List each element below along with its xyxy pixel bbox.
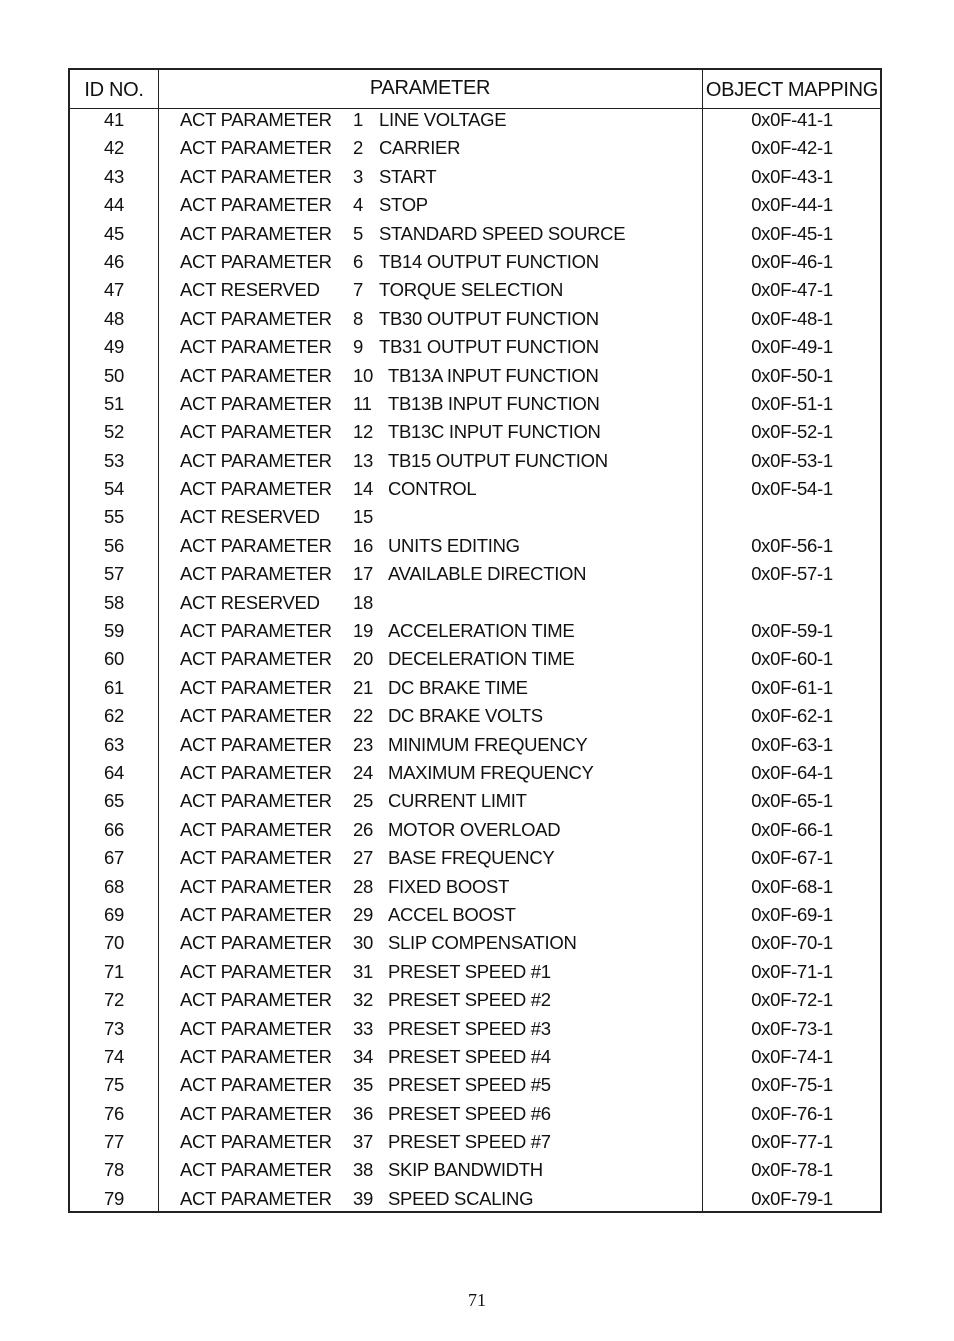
cell-type: ACT PARAMETER <box>180 1017 332 1039</box>
cell-object-mapping: 0x0F-47-1 <box>751 279 833 301</box>
cell-param-number: 14 <box>353 478 373 500</box>
cell-param-name: SKIP BANDWIDTH <box>388 1159 543 1181</box>
cell-param-number: 38 <box>353 1159 373 1181</box>
cell-param-number: 23 <box>353 733 373 755</box>
cell-type: ACT PARAMETER <box>180 733 332 755</box>
cell-object-mapping: 0x0F-44-1 <box>751 194 833 216</box>
cell-id: 47 <box>104 279 124 301</box>
cell-param-name: STOP <box>379 194 428 216</box>
cell-id: 55 <box>104 506 124 528</box>
cell-param-name: CURRENT LIMIT <box>388 790 527 812</box>
cell-object-mapping: 0x0F-53-1 <box>751 449 833 471</box>
cell-param-number: 1 <box>353 109 363 130</box>
cell-id: 66 <box>104 818 124 840</box>
cell-id: 48 <box>104 307 124 329</box>
cell-type: ACT PARAMETER <box>180 648 332 670</box>
cell-id: 71 <box>104 960 124 982</box>
cell-object-mapping: 0x0F-72-1 <box>751 989 833 1011</box>
cell-type: ACT PARAMETER <box>180 790 332 812</box>
table-row <box>70 703 880 731</box>
table-row <box>70 391 880 419</box>
cell-object-mapping: 0x0F-62-1 <box>751 705 833 727</box>
cell-param-name: TORQUE SELECTION <box>379 279 564 301</box>
cell-param-number: 30 <box>353 932 373 954</box>
cell-type: ACT RESERVED <box>180 506 320 528</box>
cell-type: ACT PARAMETER <box>180 109 332 130</box>
table-row <box>70 930 880 958</box>
cell-object-mapping: 0x0F-50-1 <box>751 364 833 386</box>
table-row <box>70 249 880 277</box>
cell-id: 68 <box>104 875 124 897</box>
cell-id: 67 <box>104 847 124 869</box>
cell-param-number: 19 <box>353 620 373 642</box>
cell-object-mapping: 0x0F-51-1 <box>751 392 833 414</box>
cell-type: ACT PARAMETER <box>180 165 332 187</box>
cell-id: 52 <box>104 421 124 443</box>
cell-param-name: PRESET SPEED #5 <box>388 1074 551 1096</box>
cell-param-name: START <box>379 165 437 187</box>
cell-object-mapping: 0x0F-77-1 <box>751 1131 833 1153</box>
cell-id: 44 <box>104 194 124 216</box>
cell-object-mapping: 0x0F-67-1 <box>751 847 833 869</box>
table-row <box>70 135 880 163</box>
cell-param-name: PRESET SPEED #2 <box>388 989 551 1011</box>
cell-type: ACT PARAMETER <box>180 989 332 1011</box>
table-row <box>70 533 880 561</box>
cell-param-number: 10 <box>353 364 373 386</box>
cell-param-number: 11 <box>353 392 372 414</box>
cell-type: ACT PARAMETER <box>180 137 332 159</box>
cell-param-number: 39 <box>353 1187 373 1209</box>
cell-param-name: MINIMUM FREQUENCY <box>388 733 588 755</box>
cell-param-name: ACCELERATION TIME <box>388 620 575 642</box>
cell-id: 64 <box>104 761 124 783</box>
cell-id: 56 <box>104 534 124 556</box>
cell-object-mapping: 0x0F-46-1 <box>751 250 833 272</box>
cell-param-number: 8 <box>353 307 363 329</box>
cell-type: ACT PARAMETER <box>180 1131 332 1153</box>
table-body <box>70 107 880 1214</box>
cell-type: ACT PARAMETER <box>180 364 332 386</box>
cell-object-mapping: 0x0F-61-1 <box>751 676 833 698</box>
cell-param-number: 25 <box>353 790 373 812</box>
cell-id: 41 <box>104 109 124 130</box>
cell-param-name: MAXIMUM FREQUENCY <box>388 761 594 783</box>
table-row <box>70 1016 880 1044</box>
cell-param-name: TB13C INPUT FUNCTION <box>388 421 601 443</box>
cell-object-mapping: 0x0F-42-1 <box>751 137 833 159</box>
cell-param-name: MOTOR OVERLOAD <box>388 818 561 840</box>
cell-id: 76 <box>104 1102 124 1124</box>
cell-param-name: CARRIER <box>379 137 461 159</box>
cell-type: ACT PARAMETER <box>180 534 332 556</box>
cell-id: 49 <box>104 336 124 358</box>
cell-param-name: SPEED SCALING <box>388 1187 534 1209</box>
cell-param-number: 36 <box>353 1102 373 1124</box>
cell-param-number: 21 <box>353 676 373 698</box>
table-row <box>70 192 880 220</box>
cell-param-name: PRESET SPEED #7 <box>388 1131 551 1153</box>
cell-param-number: 7 <box>353 279 363 301</box>
cell-param-number: 28 <box>353 875 373 897</box>
cell-id: 79 <box>104 1187 124 1209</box>
table-row <box>70 164 880 192</box>
cell-param-number: 5 <box>353 222 363 244</box>
cell-object-mapping: 0x0F-45-1 <box>751 222 833 244</box>
table-row <box>70 221 880 249</box>
table-row <box>70 1101 880 1129</box>
cell-object-mapping: 0x0F-64-1 <box>751 761 833 783</box>
cell-type: ACT PARAMETER <box>180 903 332 925</box>
cell-id: 78 <box>104 1159 124 1181</box>
cell-param-name: DECELERATION TIME <box>388 648 575 670</box>
cell-object-mapping: 0x0F-79-1 <box>751 1187 833 1209</box>
cell-param-name: TB13A INPUT FUNCTION <box>388 364 599 386</box>
cell-id: 51 <box>104 392 124 414</box>
cell-param-number: 17 <box>353 563 373 585</box>
cell-object-mapping: 0x0F-59-1 <box>751 620 833 642</box>
cell-object-mapping: 0x0F-65-1 <box>751 790 833 812</box>
cell-type: ACT PARAMETER <box>180 194 332 216</box>
table-row <box>70 845 880 873</box>
table-row <box>70 334 880 362</box>
cell-id: 50 <box>104 364 124 386</box>
cell-param-number: 9 <box>353 336 363 358</box>
cell-param-number: 26 <box>353 818 373 840</box>
cell-param-name: PRESET SPEED #3 <box>388 1017 551 1039</box>
cell-param-name: LINE VOLTAGE <box>379 109 507 130</box>
cell-object-mapping: 0x0F-52-1 <box>751 421 833 443</box>
cell-param-name: TB15 OUTPUT FUNCTION <box>388 449 608 471</box>
table-row <box>70 788 880 816</box>
header-parameter: PARAMETER <box>369 77 491 99</box>
cell-object-mapping: 0x0F-70-1 <box>751 932 833 954</box>
table-row <box>70 618 880 646</box>
cell-param-number: 32 <box>353 989 373 1011</box>
cell-type: ACT PARAMETER <box>180 478 332 500</box>
cell-param-number: 18 <box>353 591 373 613</box>
cell-type: ACT PARAMETER <box>180 960 332 982</box>
table-row <box>70 874 880 902</box>
cell-param-name: AVAILABLE DIRECTION <box>388 563 587 585</box>
header-id-no: ID NO. <box>84 79 144 101</box>
cell-param-number: 16 <box>353 534 373 556</box>
table-row <box>70 760 880 788</box>
cell-id: 63 <box>104 733 124 755</box>
cell-object-mapping: 0x0F-76-1 <box>751 1102 833 1124</box>
table-header <box>70 70 880 109</box>
cell-object-mapping: 0x0F-57-1 <box>751 563 833 585</box>
table-row <box>70 987 880 1015</box>
cell-object-mapping: 0x0F-41-1 <box>751 109 833 130</box>
table-row <box>70 107 880 135</box>
cell-type: ACT PARAMETER <box>180 392 332 414</box>
cell-type: ACT PARAMETER <box>180 847 332 869</box>
cell-param-name: TB13B INPUT FUNCTION <box>388 392 600 414</box>
cell-param-name: UNITS EDITING <box>388 534 520 556</box>
cell-param-number: 29 <box>353 903 373 925</box>
cell-id: 69 <box>104 903 124 925</box>
cell-id: 43 <box>104 165 124 187</box>
table-row <box>70 561 880 589</box>
table-row <box>70 1186 880 1214</box>
cell-id: 46 <box>104 250 124 272</box>
cell-id: 61 <box>104 676 124 698</box>
cell-param-name: DC BRAKE TIME <box>388 676 528 698</box>
cell-param-number: 37 <box>353 1131 373 1153</box>
cell-type: ACT PARAMETER <box>180 620 332 642</box>
table-row <box>70 1129 880 1157</box>
header-object-mapping: OBJECT MAPPING <box>705 79 879 101</box>
cell-object-mapping: 0x0F-74-1 <box>751 1045 833 1067</box>
cell-type: ACT PARAMETER <box>180 336 332 358</box>
cell-object-mapping: 0x0F-56-1 <box>751 534 833 556</box>
cell-type: ACT PARAMETER <box>180 875 332 897</box>
cell-param-number: 27 <box>353 847 373 869</box>
cell-type: ACT PARAMETER <box>180 761 332 783</box>
table-row <box>70 902 880 930</box>
cell-param-name: STANDARD SPEED SOURCE <box>379 222 626 244</box>
cell-param-name: TB31 OUTPUT FUNCTION <box>379 336 599 358</box>
cell-id: 53 <box>104 449 124 471</box>
cell-param-number: 35 <box>353 1074 373 1096</box>
cell-param-name: FIXED BOOST <box>388 875 510 897</box>
cell-type: ACT RESERVED <box>180 591 320 613</box>
cell-param-name: BASE FREQUENCY <box>388 847 555 869</box>
cell-param-number: 13 <box>353 449 373 471</box>
cell-type: ACT PARAMETER <box>180 705 332 727</box>
cell-object-mapping: 0x0F-75-1 <box>751 1074 833 1096</box>
table-row <box>70 646 880 674</box>
table-row <box>70 476 880 504</box>
cell-param-number: 33 <box>353 1017 373 1039</box>
cell-id: 75 <box>104 1074 124 1096</box>
cell-type: ACT RESERVED <box>180 279 320 301</box>
cell-object-mapping: 0x0F-63-1 <box>751 733 833 755</box>
cell-param-name: PRESET SPEED #6 <box>388 1102 551 1124</box>
cell-object-mapping: 0x0F-49-1 <box>751 336 833 358</box>
cell-object-mapping: 0x0F-48-1 <box>751 307 833 329</box>
cell-param-number: 12 <box>353 421 373 443</box>
table-row <box>70 1072 880 1100</box>
cell-param-name: PRESET SPEED #4 <box>388 1045 551 1067</box>
table-row <box>70 1044 880 1072</box>
table-row <box>70 504 880 532</box>
cell-type: ACT PARAMETER <box>180 421 332 443</box>
cell-object-mapping: 0x0F-71-1 <box>751 960 833 982</box>
cell-object-mapping: 0x0F-73-1 <box>751 1017 833 1039</box>
table-row <box>70 732 880 760</box>
cell-param-name: ACCEL BOOST <box>388 903 516 925</box>
cell-id: 72 <box>104 989 124 1011</box>
table-row <box>70 419 880 447</box>
table-row <box>70 959 880 987</box>
cell-type: ACT PARAMETER <box>180 222 332 244</box>
cell-type: ACT PARAMETER <box>180 250 332 272</box>
cell-object-mapping: 0x0F-43-1 <box>751 165 833 187</box>
table-row <box>70 675 880 703</box>
cell-param-number: 4 <box>353 194 363 216</box>
cell-object-mapping: 0x0F-69-1 <box>751 903 833 925</box>
table-row <box>70 306 880 334</box>
cell-param-number: 22 <box>353 705 373 727</box>
page-number: 71 <box>468 1290 486 1310</box>
cell-param-name: PRESET SPEED #1 <box>388 960 551 982</box>
cell-type: ACT PARAMETER <box>180 1045 332 1067</box>
cell-param-name: SLIP COMPENSATION <box>388 932 577 954</box>
cell-id: 73 <box>104 1017 124 1039</box>
cell-type: ACT PARAMETER <box>180 563 332 585</box>
cell-id: 77 <box>104 1131 124 1153</box>
cell-param-number: 31 <box>353 960 373 982</box>
cell-id: 70 <box>104 932 124 954</box>
parameter-table <box>68 68 882 1213</box>
table-row <box>70 590 880 618</box>
cell-type: ACT PARAMETER <box>180 818 332 840</box>
table-row <box>70 448 880 476</box>
cell-object-mapping: 0x0F-68-1 <box>751 875 833 897</box>
cell-param-number: 24 <box>353 761 373 783</box>
table-row <box>70 277 880 305</box>
cell-type: ACT PARAMETER <box>180 449 332 471</box>
cell-type: ACT PARAMETER <box>180 307 332 329</box>
table-row <box>70 817 880 845</box>
cell-object-mapping: 0x0F-60-1 <box>751 648 833 670</box>
table-row <box>70 1157 880 1185</box>
cell-id: 45 <box>104 222 124 244</box>
cell-param-name: TB14 OUTPUT FUNCTION <box>379 250 599 272</box>
cell-type: ACT PARAMETER <box>180 1159 332 1181</box>
table-row <box>70 363 880 391</box>
cell-id: 58 <box>104 591 124 613</box>
cell-param-name: CONTROL <box>388 478 477 500</box>
cell-object-mapping: 0x0F-54-1 <box>751 478 833 500</box>
cell-param-number: 6 <box>353 250 363 272</box>
cell-param-number: 3 <box>353 165 363 187</box>
cell-id: 62 <box>104 705 124 727</box>
cell-type: ACT PARAMETER <box>180 1102 332 1124</box>
cell-type: ACT PARAMETER <box>180 932 332 954</box>
cell-param-name: TB30 OUTPUT FUNCTION <box>379 307 599 329</box>
cell-id: 54 <box>104 478 124 500</box>
cell-param-number: 20 <box>353 648 373 670</box>
cell-param-name: DC BRAKE VOLTS <box>388 705 543 727</box>
cell-param-number: 15 <box>353 506 373 528</box>
cell-id: 60 <box>104 648 124 670</box>
cell-id: 65 <box>104 790 124 812</box>
cell-id: 42 <box>104 137 124 159</box>
cell-param-number: 2 <box>353 137 363 159</box>
cell-id: 74 <box>104 1045 124 1067</box>
cell-object-mapping: 0x0F-66-1 <box>751 818 833 840</box>
cell-type: ACT PARAMETER <box>180 676 332 698</box>
cell-id: 59 <box>104 620 124 642</box>
cell-param-number: 34 <box>353 1045 373 1067</box>
cell-type: ACT PARAMETER <box>180 1074 332 1096</box>
cell-type: ACT PARAMETER <box>180 1187 332 1209</box>
cell-object-mapping: 0x0F-78-1 <box>751 1159 833 1181</box>
cell-id: 57 <box>104 563 124 585</box>
